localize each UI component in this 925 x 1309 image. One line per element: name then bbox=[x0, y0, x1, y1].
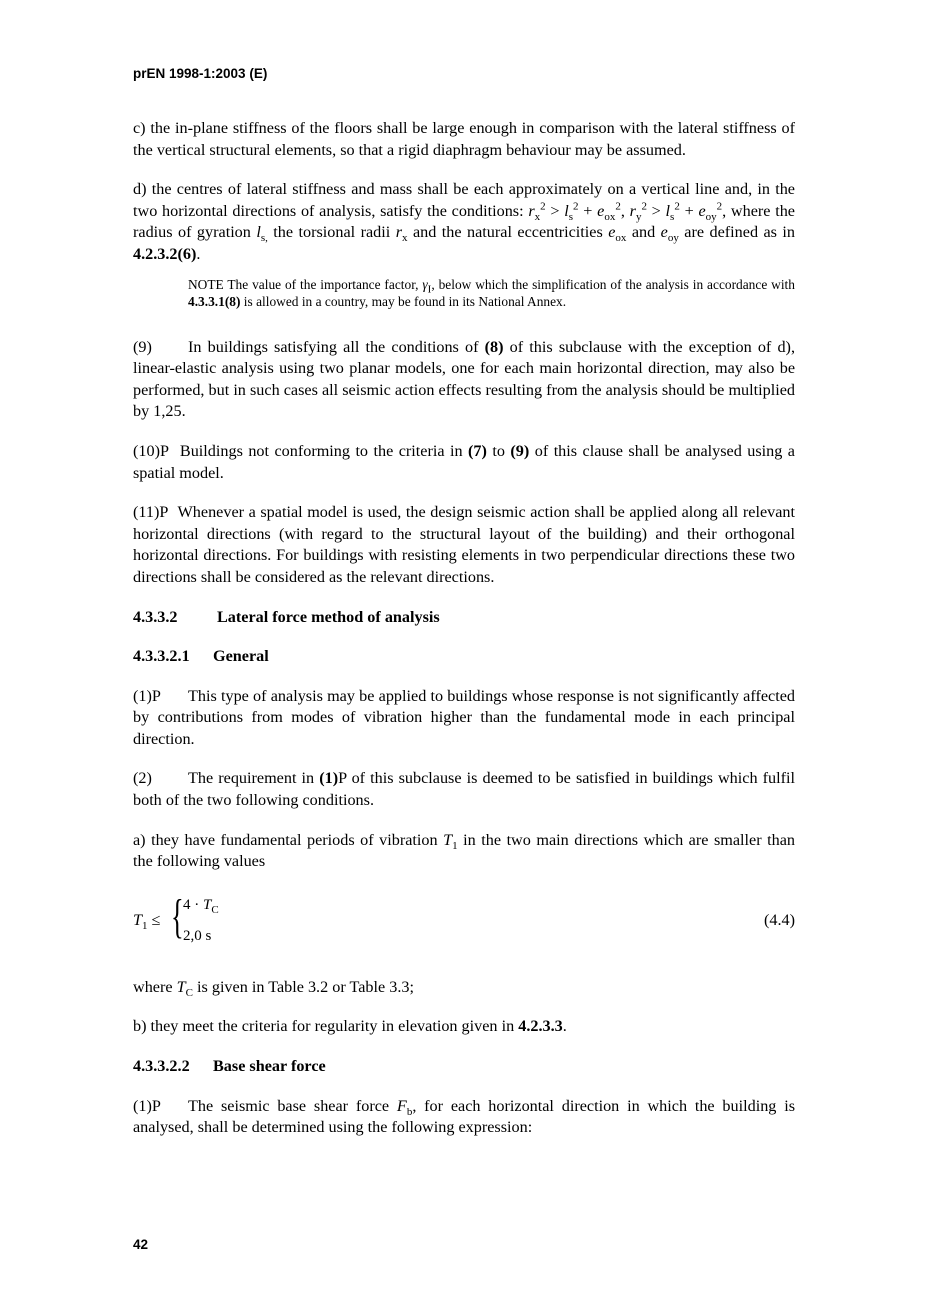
heading-4-3-3-2: 4.3.3.2 Lateral force method of analysis bbox=[133, 607, 440, 626]
condition-b: b) they meet the criteria for regularity in elevation given in 4.2.3.3. bbox=[133, 1017, 567, 1036]
page-body bbox=[133, 118, 795, 1157]
heading-4-3-3-2-1: 4.3.3.2.1 General bbox=[133, 647, 269, 666]
paragraph-11: (11)P Whenever a spatial model is used, the design seismic action shall be applied along all relevant horizontal directions (with regard to the structural layout of the building) and their orthogonal horizontal directions. For buildings with resisting elements in two perpendicular directions these two directions shall be considered as the relevant directions. bbox=[133, 503, 795, 586]
general-2: (2) The requirement in (1)P of this subclause is deemed to be satisfied in buildings which fulfil both of the two following conditions. bbox=[133, 769, 795, 810]
general-1p: (1)P This type of analysis may be applied to buildings whose response is not significantly affected by contributions from modes of vibration higher than the fundamental mode in each principal direction. bbox=[133, 686, 795, 748]
equation-number: (4.4) bbox=[763, 910, 795, 929]
page-number: 42 bbox=[133, 1237, 149, 1252]
document-header: prEN 1998-1:2003 (E) bbox=[133, 66, 268, 81]
base-shear-1p: (1)P The seismic base shear force $F_b$, for each horizontal direction in which the building is analysed, shall be determined using the following expression: bbox=[133, 1096, 795, 1137]
condition-a: a) they have fundamental periods of vibration $T_1$ in the two main directions which are smaller than the following values bbox=[133, 830, 795, 871]
clause-d: d) the centres of lateral stiffness and mass shall be each approximately on a vertical line and, in the two horizontal directions of analysis, satisfy the conditions: $r_x^2 > l_s^2 + e_{ox}^2$, $r_y^2 > l_s^2 + e_{oy}^2$, where the radius of gyration $l_{s,}$ the torsional radii $r_x$ and the natural eccentricities $e_{ox}$ and $e_{oy}$ are defined as in 4.2.3.2(6). bbox=[133, 180, 796, 263]
paragraph-9: (9) In buildings satisfying all the conditions of (8) of this subclause with the exception of d), linear-elastic analysis using two planar models, one for each main horizontal direction, may also be performed, but in such cases all seismic action effects resulting from the analysis should be multiplied by 1,25. bbox=[133, 337, 795, 421]
note: NOTE The value of the importance factor, $\gamma_I$, below which the simplification of the analysis in accordance with 4.3.3.1(8) is allowed in a country, may be found in its National Annex. bbox=[188, 276, 795, 310]
clause-c: c) the in-plane stiffness of the floors shall be large enough in comparison with the lateral stiffness of the vertical structural elements, so that a rigid diaphragm behaviour may be assumed. bbox=[133, 119, 795, 159]
heading-4-3-3-2-2: 4.3.3.2.2 Base shear force bbox=[133, 1057, 326, 1076]
equation-4-4: $T_1$ ≤ { $4 \cdot T_C$ 2,0 s (4.4) bbox=[133, 889, 795, 944]
paragraph-10: (10)P Buildings not conforming to the criteria in (7) to (9) of this clause shall be analysed using a spatial model. bbox=[133, 441, 795, 482]
where-clause: where $T_C$ is given in Table 3.2 or Table 3.3; bbox=[133, 977, 414, 1000]
